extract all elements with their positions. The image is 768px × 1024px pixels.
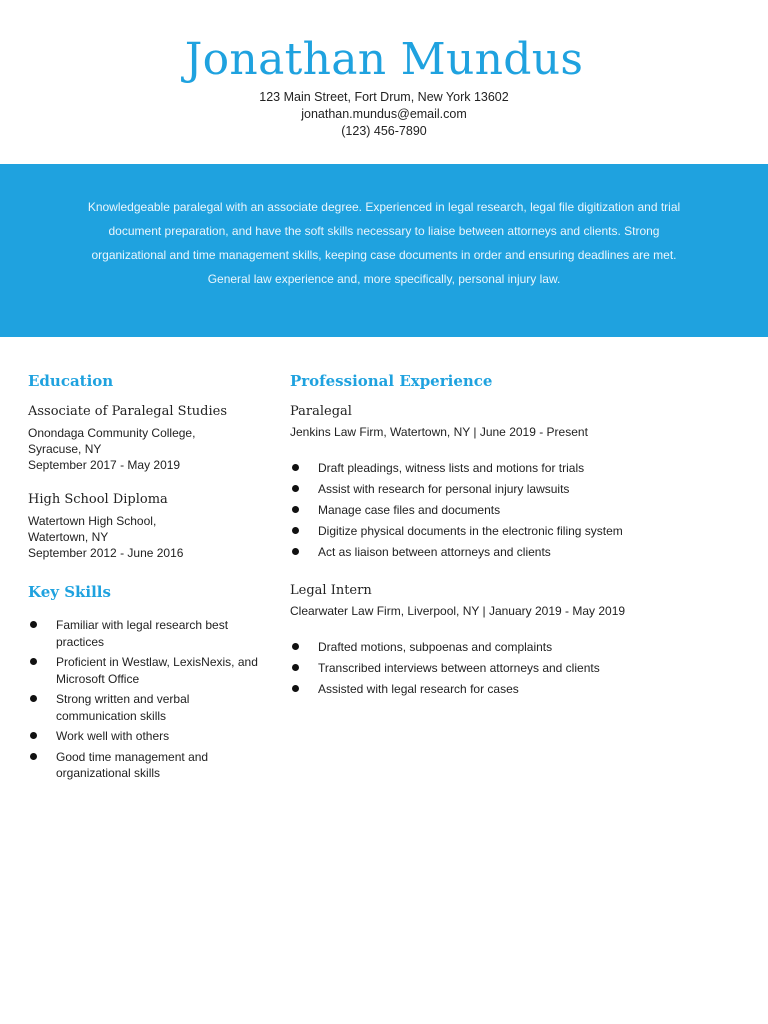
- bullet-icon: [30, 753, 37, 760]
- list-item: Familiar with legal research best practices: [28, 617, 258, 650]
- education-item: [28, 490, 258, 561]
- job-company: Jenkins Law Firm, Watertown, NY | June 2019 - Present: [290, 425, 588, 439]
- job-title: Paralegal: [290, 404, 352, 419]
- school-name: Watertown High School,: [28, 514, 157, 528]
- left-column: [28, 366, 258, 782]
- degree-title: High School Diploma: [28, 492, 168, 507]
- resume-header: [0, 0, 768, 164]
- candidate-name: Jonathan Mundus: [184, 34, 584, 85]
- list-item: Act as liaison between attorneys and clients: [290, 544, 730, 561]
- job-duties-list: [290, 639, 730, 698]
- school-location: Syracuse, NY: [28, 442, 102, 456]
- list-item: Assisted with legal research for cases: [290, 681, 730, 698]
- list-item: Digitize physical documents in the electronic filing system: [290, 523, 730, 540]
- experience-heading: Professional Experience: [290, 372, 493, 390]
- bullet-icon: [30, 695, 37, 702]
- right-column: [290, 366, 730, 697]
- education-heading: Education: [28, 372, 114, 390]
- bullet-icon: [30, 732, 37, 739]
- job-entry: [290, 402, 730, 561]
- bullet-icon: [292, 548, 299, 555]
- bullet-icon: [30, 621, 37, 628]
- contact-phone: (123) 456-7890: [341, 124, 427, 138]
- education-dates: September 2017 - May 2019: [28, 458, 181, 472]
- job-entry: [290, 581, 730, 698]
- list-item: Good time management and organizational skills: [28, 749, 258, 782]
- bullet-icon: [292, 527, 299, 534]
- bullet-icon: [292, 464, 299, 471]
- list-item: Draft pleadings, witness lists and motions for trials: [290, 460, 730, 477]
- professional-summary: Knowledgeable paralegal with an associate degree. Experienced in legal research, legal file digitization and trial document preparation, and have the soft skills necessary to liaise between attorneys and clients. Strong organizational and time management skills, keeping case documents in order and ensuring deadlines are met. General law experience and, more specifically, personal injury law.: [87, 200, 681, 286]
- list-item: Drafted motions, subpoenas and complaints: [290, 639, 730, 656]
- school-location: Watertown, NY: [28, 530, 109, 544]
- education-dates: September 2012 - June 2016: [28, 546, 184, 560]
- list-item: Manage case files and documents: [290, 502, 730, 519]
- job-title: Legal Intern: [290, 582, 372, 598]
- list-item: Proficient in Westlaw, LexisNexis, and Microsoft Office: [28, 654, 258, 687]
- bullet-icon: [30, 658, 37, 665]
- contact-email: jonathan.mundus@email.com: [301, 107, 467, 121]
- list-item: Assist with research for personal injury lawsuits: [290, 481, 730, 498]
- education-item: [28, 402, 258, 473]
- bullet-icon: [292, 643, 299, 650]
- list-item: Transcribed interviews between attorneys and clients: [290, 660, 730, 677]
- job-company: Clearwater Law Firm, Liverpool, NY | January 2019 - May 2019: [290, 603, 626, 618]
- skills-list: [28, 617, 258, 782]
- contact-address: 123 Main Street, Fort Drum, New York 13602: [259, 90, 509, 104]
- bullet-icon: [292, 664, 299, 671]
- list-item: Strong written and verbal communication skills: [28, 691, 258, 724]
- degree-title: Associate of Paralegal Studies: [28, 404, 228, 419]
- job-duties-list: [290, 460, 730, 561]
- bullet-icon: [292, 485, 299, 492]
- list-item: Work well with others: [28, 728, 258, 745]
- skills-heading: Key Skills: [28, 583, 111, 601]
- school-name: Onondaga Community College,: [28, 426, 196, 440]
- bullet-icon: [292, 506, 299, 513]
- bullet-icon: [292, 685, 299, 692]
